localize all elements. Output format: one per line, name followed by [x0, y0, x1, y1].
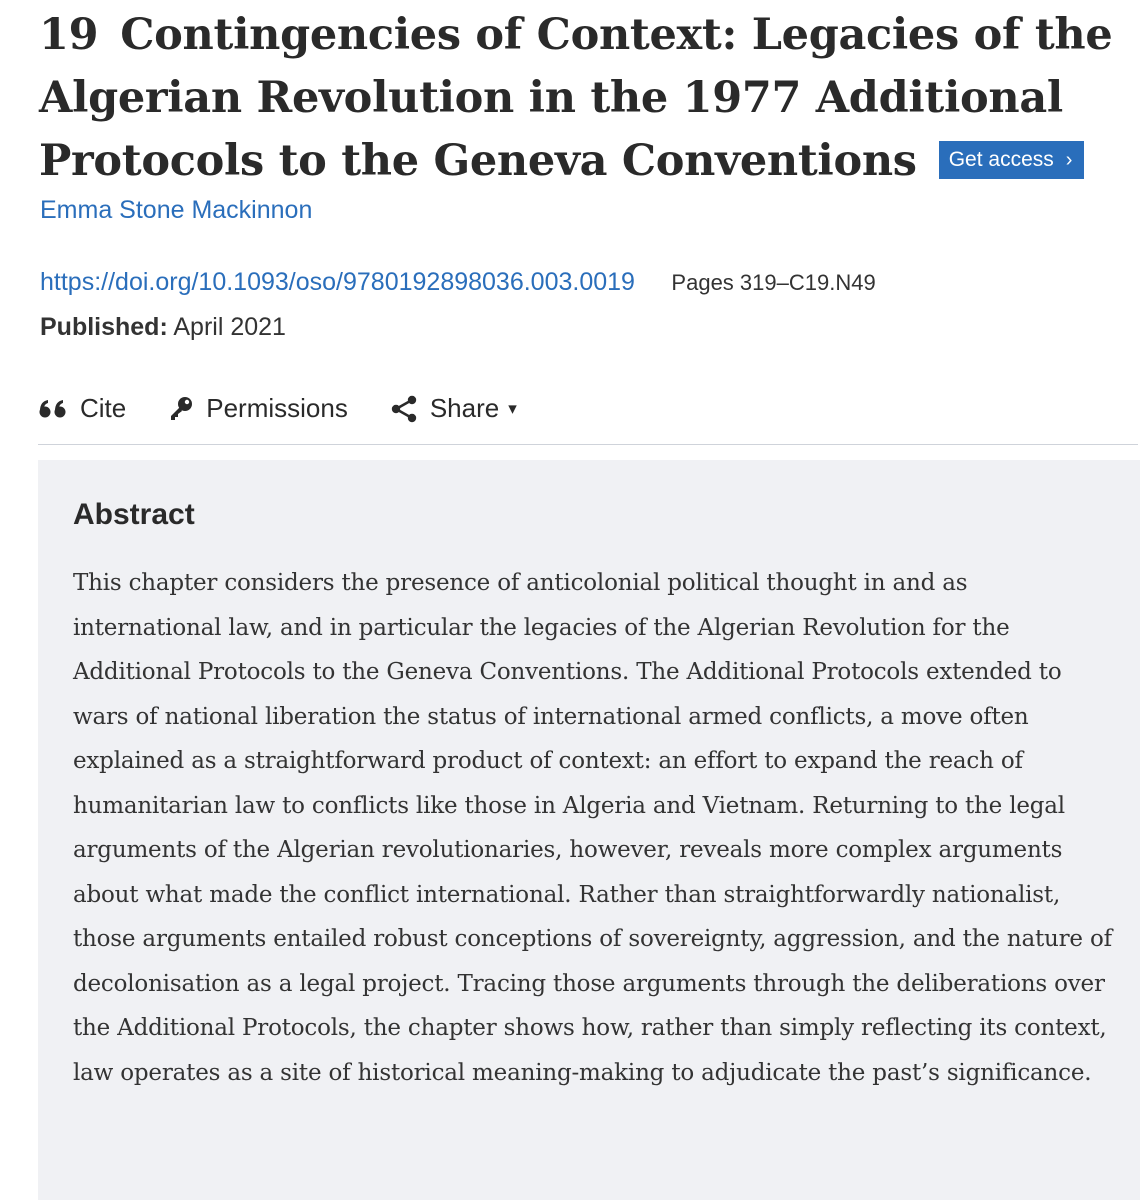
cite-button[interactable] [38, 393, 126, 424]
key-icon [168, 396, 194, 422]
chapter-title-text: Contingencies of Context: Legacies of the Algerian Revolution in the 1977 Additional Protocols to the Geneva Conventions [39, 10, 1113, 186]
cite-label: Cite [80, 393, 127, 423]
share-icon [390, 395, 418, 423]
chapter-number: 19 [39, 10, 99, 60]
share-label: Share [429, 393, 500, 423]
abstract-section [38, 460, 1140, 1200]
action-toolbar [38, 393, 559, 424]
abstract-text: This chapter considers the presence of anticolonial political thought in and as international law, and in particular the legacies of the Algerian Revolution for the Additional Protocols to the Geneva Conventions. The Additional Protocols extended to wars of national liberation the status of international armed conflicts, a move often explained as a straightforward product of context: an effort to expand the reach of humanitarian law to conflicts like those in Algeria and Vietnam. Returning to the legal arguments of the Algerian revolutionaries, however, reveals more complex arguments about what made the conflict international. Rather than straightforwardly nationalist, those arguments entailed robust conceptions of sovereignty, aggression, and the nature of decolonisation as a legal project. Tracing those arguments through the deliberations over the Additional Protocols, the chapter shows how, rather than simply reflecting its context, law operates as a site of historical meaning-making to adjudicate the past’s significance. [73, 570, 1112, 1086]
doi-link[interactable]: https://doi.org/10.1093/oso/9780192898036.003.0019 [40, 268, 635, 296]
author-link[interactable]: Emma Stone Mackinnon [40, 196, 313, 224]
chapter-title [39, 4, 1119, 193]
quote-icon [38, 398, 68, 420]
get-access-label: Get access [948, 148, 1054, 171]
caret-down-icon: ▾ [508, 398, 517, 418]
share-button[interactable] [390, 393, 517, 424]
published-label: Published: [40, 313, 168, 341]
toolbar-divider [38, 444, 1138, 445]
abstract-heading: Abstract [73, 498, 195, 531]
doi-row [40, 268, 876, 297]
page-range: Pages 319–C19.N49 [671, 270, 876, 295]
chevron-right-icon: › [1065, 149, 1073, 171]
permissions-button[interactable] [168, 393, 348, 424]
published-value: April 2021 [173, 313, 286, 341]
get-access-button[interactable] [939, 141, 1085, 179]
published-date [40, 313, 286, 342]
permissions-label: Permissions [206, 393, 348, 423]
